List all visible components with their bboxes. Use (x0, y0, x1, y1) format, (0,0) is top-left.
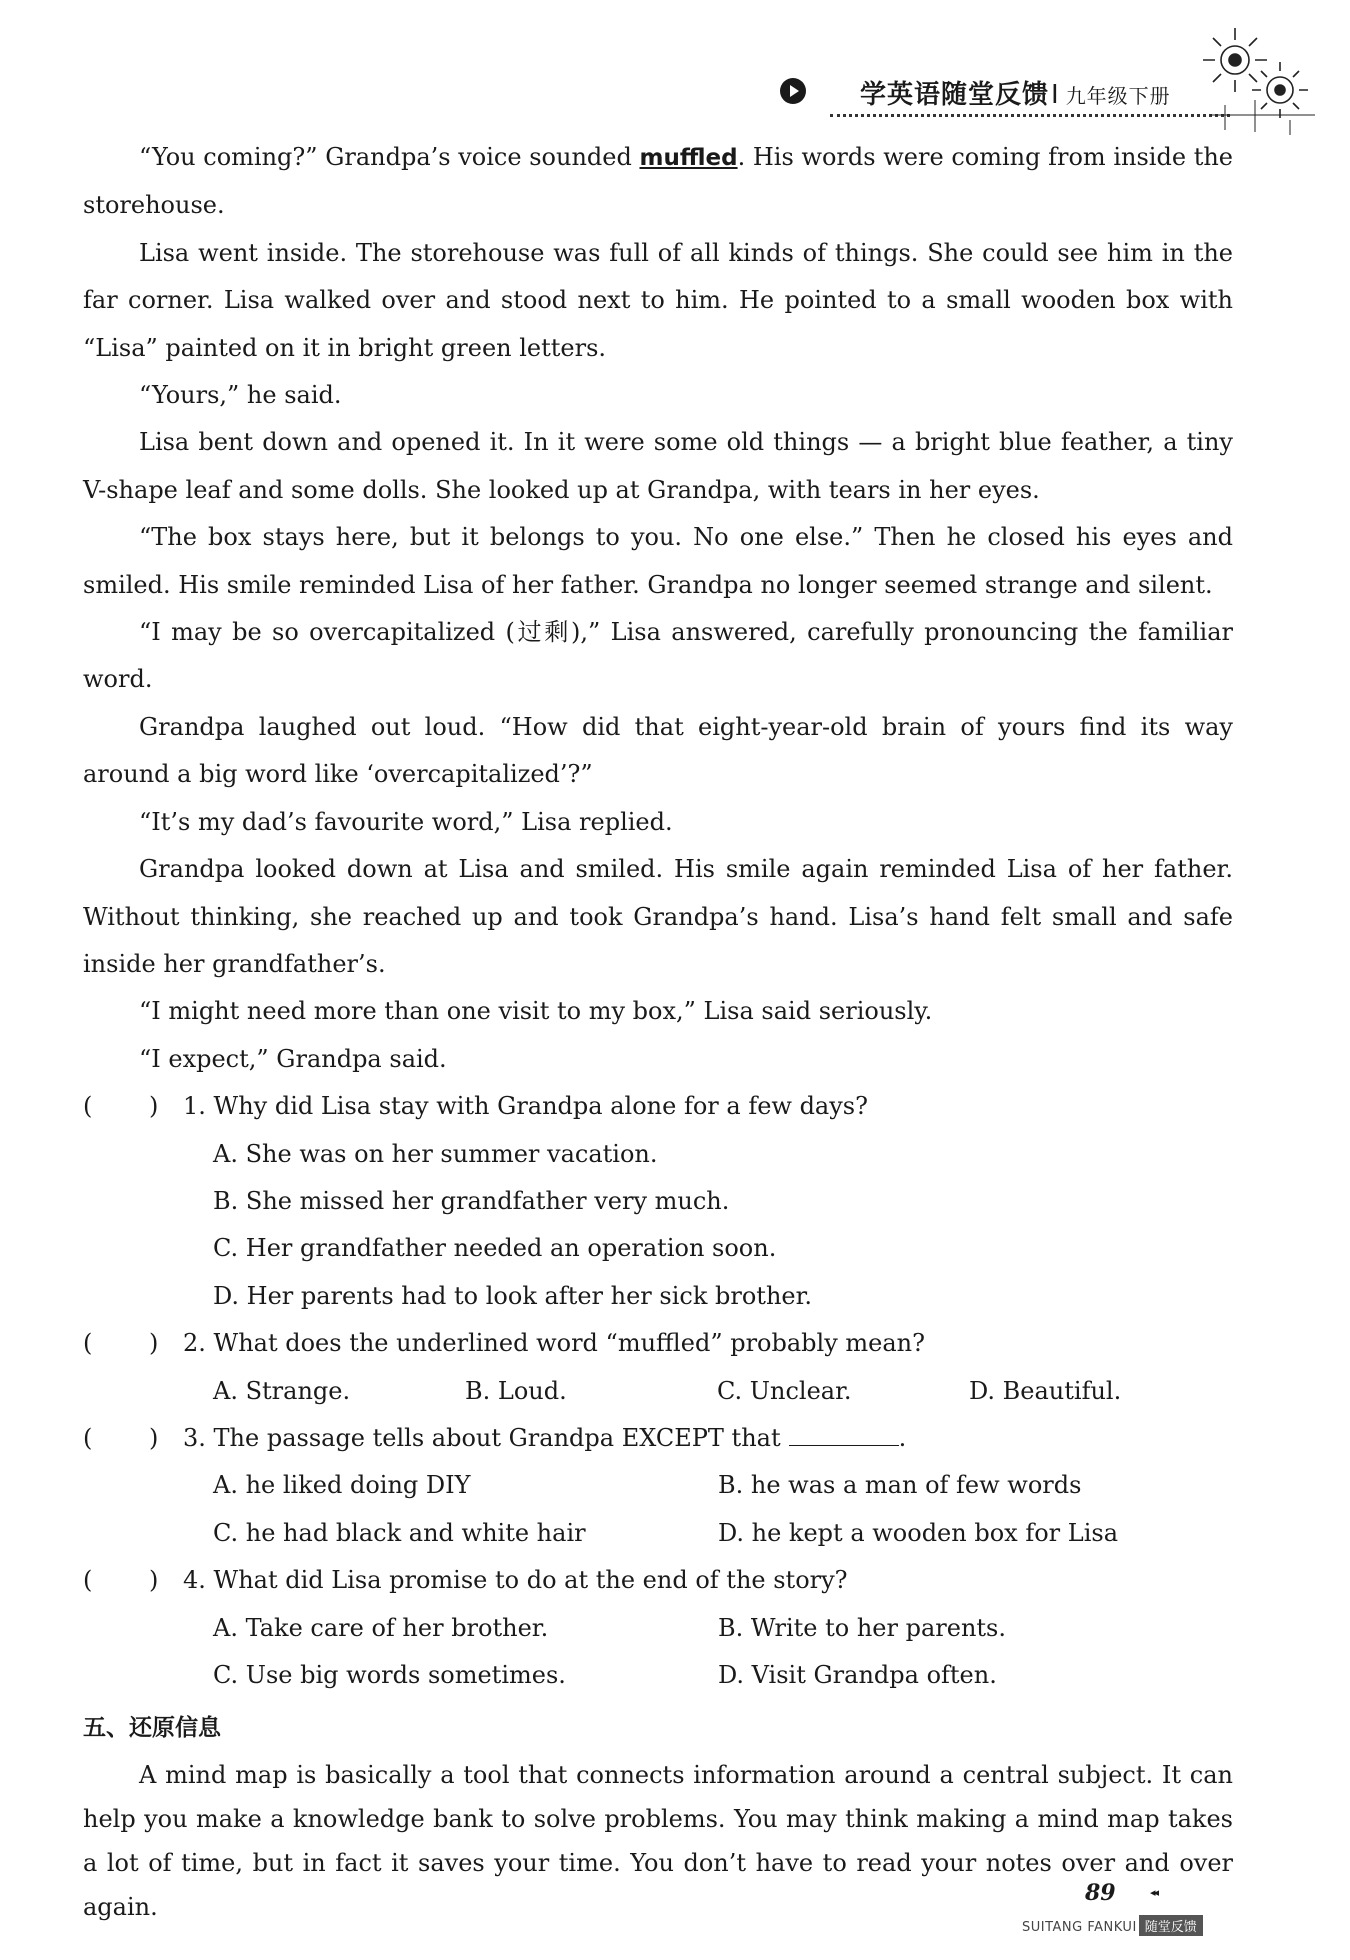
header-dotted-rule (830, 114, 1230, 117)
answer-paren-open: ( (83, 1566, 93, 1595)
answer-paren-open: ( (83, 1423, 93, 1452)
section-5-paragraph: A mind map is basically a tool that connects information around a central subject. It can help you make a knowledge bank to solve problems. You may think making a mind map takes a lot of time, but in fact it saves your time. You don’t have to read your notes over and over again. (83, 1760, 1233, 1921)
story-paragraph-2: Lisa went inside. The storehouse was full of all kinds of things. She could see him in the far corner. Lisa walked over and stood next to him. He pointed to a small wooden box with “Lisa” painted on it in bright green letters. (83, 238, 1233, 362)
question-1 (83, 1083, 1233, 1130)
p1-text-after: . His words were coming from inside the storehouse. (83, 143, 1233, 220)
answer-paren-close: ) (149, 1092, 159, 1121)
q3-options-row-1 (83, 1462, 1233, 1509)
q1-option-a: A. She was on her summer vacation. (213, 1139, 658, 1168)
question-stem: 4. What did Lisa promise to do at the end of the story? (183, 1566, 848, 1595)
underlined-word-muffled: muffled (639, 145, 738, 171)
p1-text-before: “You coming?” Grandpa’s voice sounded (139, 143, 640, 171)
q3-option-b: B. he was a man of few words (718, 1471, 1082, 1500)
question-2 (83, 1320, 1233, 1367)
page-number: 89 (1085, 1880, 1116, 1906)
q4-options-row-2 (83, 1652, 1233, 1699)
q4-option-b: B. Write to her parents. (718, 1613, 1006, 1642)
q1-option-d: D. Her parents had to look after her sick brother. (213, 1281, 813, 1310)
q2-options (83, 1368, 1233, 1415)
page-header (770, 66, 1250, 126)
story-paragraph-9: Grandpa looked down at Lisa and smiled. His smile again reminded Lisa of her father. Without thinking, she reached up and took Grandpa’s hand. Lisa’s hand felt small and safe inside her grandfather’s. (83, 855, 1233, 978)
story-paragraph-11: “I expect,” Grandpa said. (139, 1044, 447, 1073)
book-title: 学英语随堂反馈 (860, 80, 1050, 110)
answer-paren-open: ( (83, 1092, 93, 1121)
story-paragraph-4: Lisa bent down and opened it. In it were some old things — a bright blue feather, a tiny V-shape leaf and some dolls. She looked up at Grandpa, with tears in her eyes. (83, 428, 1233, 504)
header-title (860, 74, 1171, 111)
answer-paren-close: ) (149, 1566, 159, 1595)
section-5-title: 五、还原信息 (83, 1715, 221, 1742)
header-separator: I (1051, 80, 1060, 110)
story-paragraph-1 (83, 134, 1233, 230)
q1-option-c: C. Her grandfather needed an operation soon. (213, 1234, 777, 1263)
flower-decoration-icon (1195, 20, 1325, 140)
brand-chinese: 随堂反馈 (1139, 1915, 1203, 1936)
answer-paren-close: ) (149, 1423, 159, 1452)
q1-option-b: B. She missed her grandfather very much. (213, 1186, 730, 1215)
q4-options-row-1 (83, 1605, 1233, 1652)
q4-option-a: A. Take care of her brother. (213, 1613, 549, 1642)
story-paragraph-7: Grandpa laughed out loud. “How did that eight-year-old brain of yours find its way around a big word like ‘overcapitalized’?” (83, 712, 1233, 789)
story-paragraph-3: “Yours,” he said. (139, 381, 342, 410)
play-icon (780, 78, 806, 104)
question-3 (83, 1415, 1233, 1462)
question-stem: 1. Why did Lisa stay with Grandpa alone for a few days? (183, 1092, 868, 1121)
q2-option-d: D. Beautiful. (969, 1376, 1122, 1405)
question-stem: 3. The passage tells about Grandpa EXCEPT that (183, 1423, 781, 1452)
q4-option-c: C. Use big words sometimes. (213, 1661, 566, 1689)
answer-paren-close: ) (149, 1329, 159, 1358)
question-stem: 2. What does the underlined word “muffled” probably mean? (183, 1329, 925, 1358)
q3-option-c: C. he had black and white hair (213, 1518, 586, 1547)
q2-option-c: C. Unclear. (717, 1376, 852, 1405)
footer-brand (1022, 1915, 1262, 1935)
question-4 (83, 1557, 1233, 1604)
double-arrow-left-icon: ◂◂ (1150, 1886, 1158, 1899)
q3-options-row-2 (83, 1510, 1233, 1557)
question-stem-end: . (898, 1423, 907, 1452)
story-paragraph-8: “It’s my dad’s favourite word,” Lisa replied. (139, 807, 673, 836)
story-paragraph-10: “I might need more than one visit to my box,” Lisa said seriously. (139, 997, 933, 1026)
story-paragraph-6: “I may be so overcapitalized (过剩),” Lisa answered, carefully pronouncing the familiar word. (83, 618, 1233, 694)
grade-subtitle: 九年级下册 (1065, 84, 1171, 108)
q2-option-a: A. Strange. (213, 1376, 351, 1405)
brand-english: SUITANG FANKUI (1022, 1920, 1137, 1935)
q4-option-d: D. Visit Grandpa often. (718, 1661, 997, 1689)
q3-option-d: D. he kept a wooden box for Lisa (718, 1518, 1118, 1547)
story-paragraph-5: “The box stays here, but it belongs to you. No one else.” Then he closed his eyes and smiled. His smile reminded Lisa of her father. Grandpa no longer seemed strange and silent. (83, 523, 1233, 599)
q2-option-b: B. Loud. (465, 1376, 567, 1405)
answer-paren-open: ( (83, 1329, 93, 1358)
q3-option-a: A. he liked doing DIY (213, 1471, 471, 1500)
fill-in-blank (789, 1421, 899, 1446)
page-content (83, 134, 1233, 1929)
